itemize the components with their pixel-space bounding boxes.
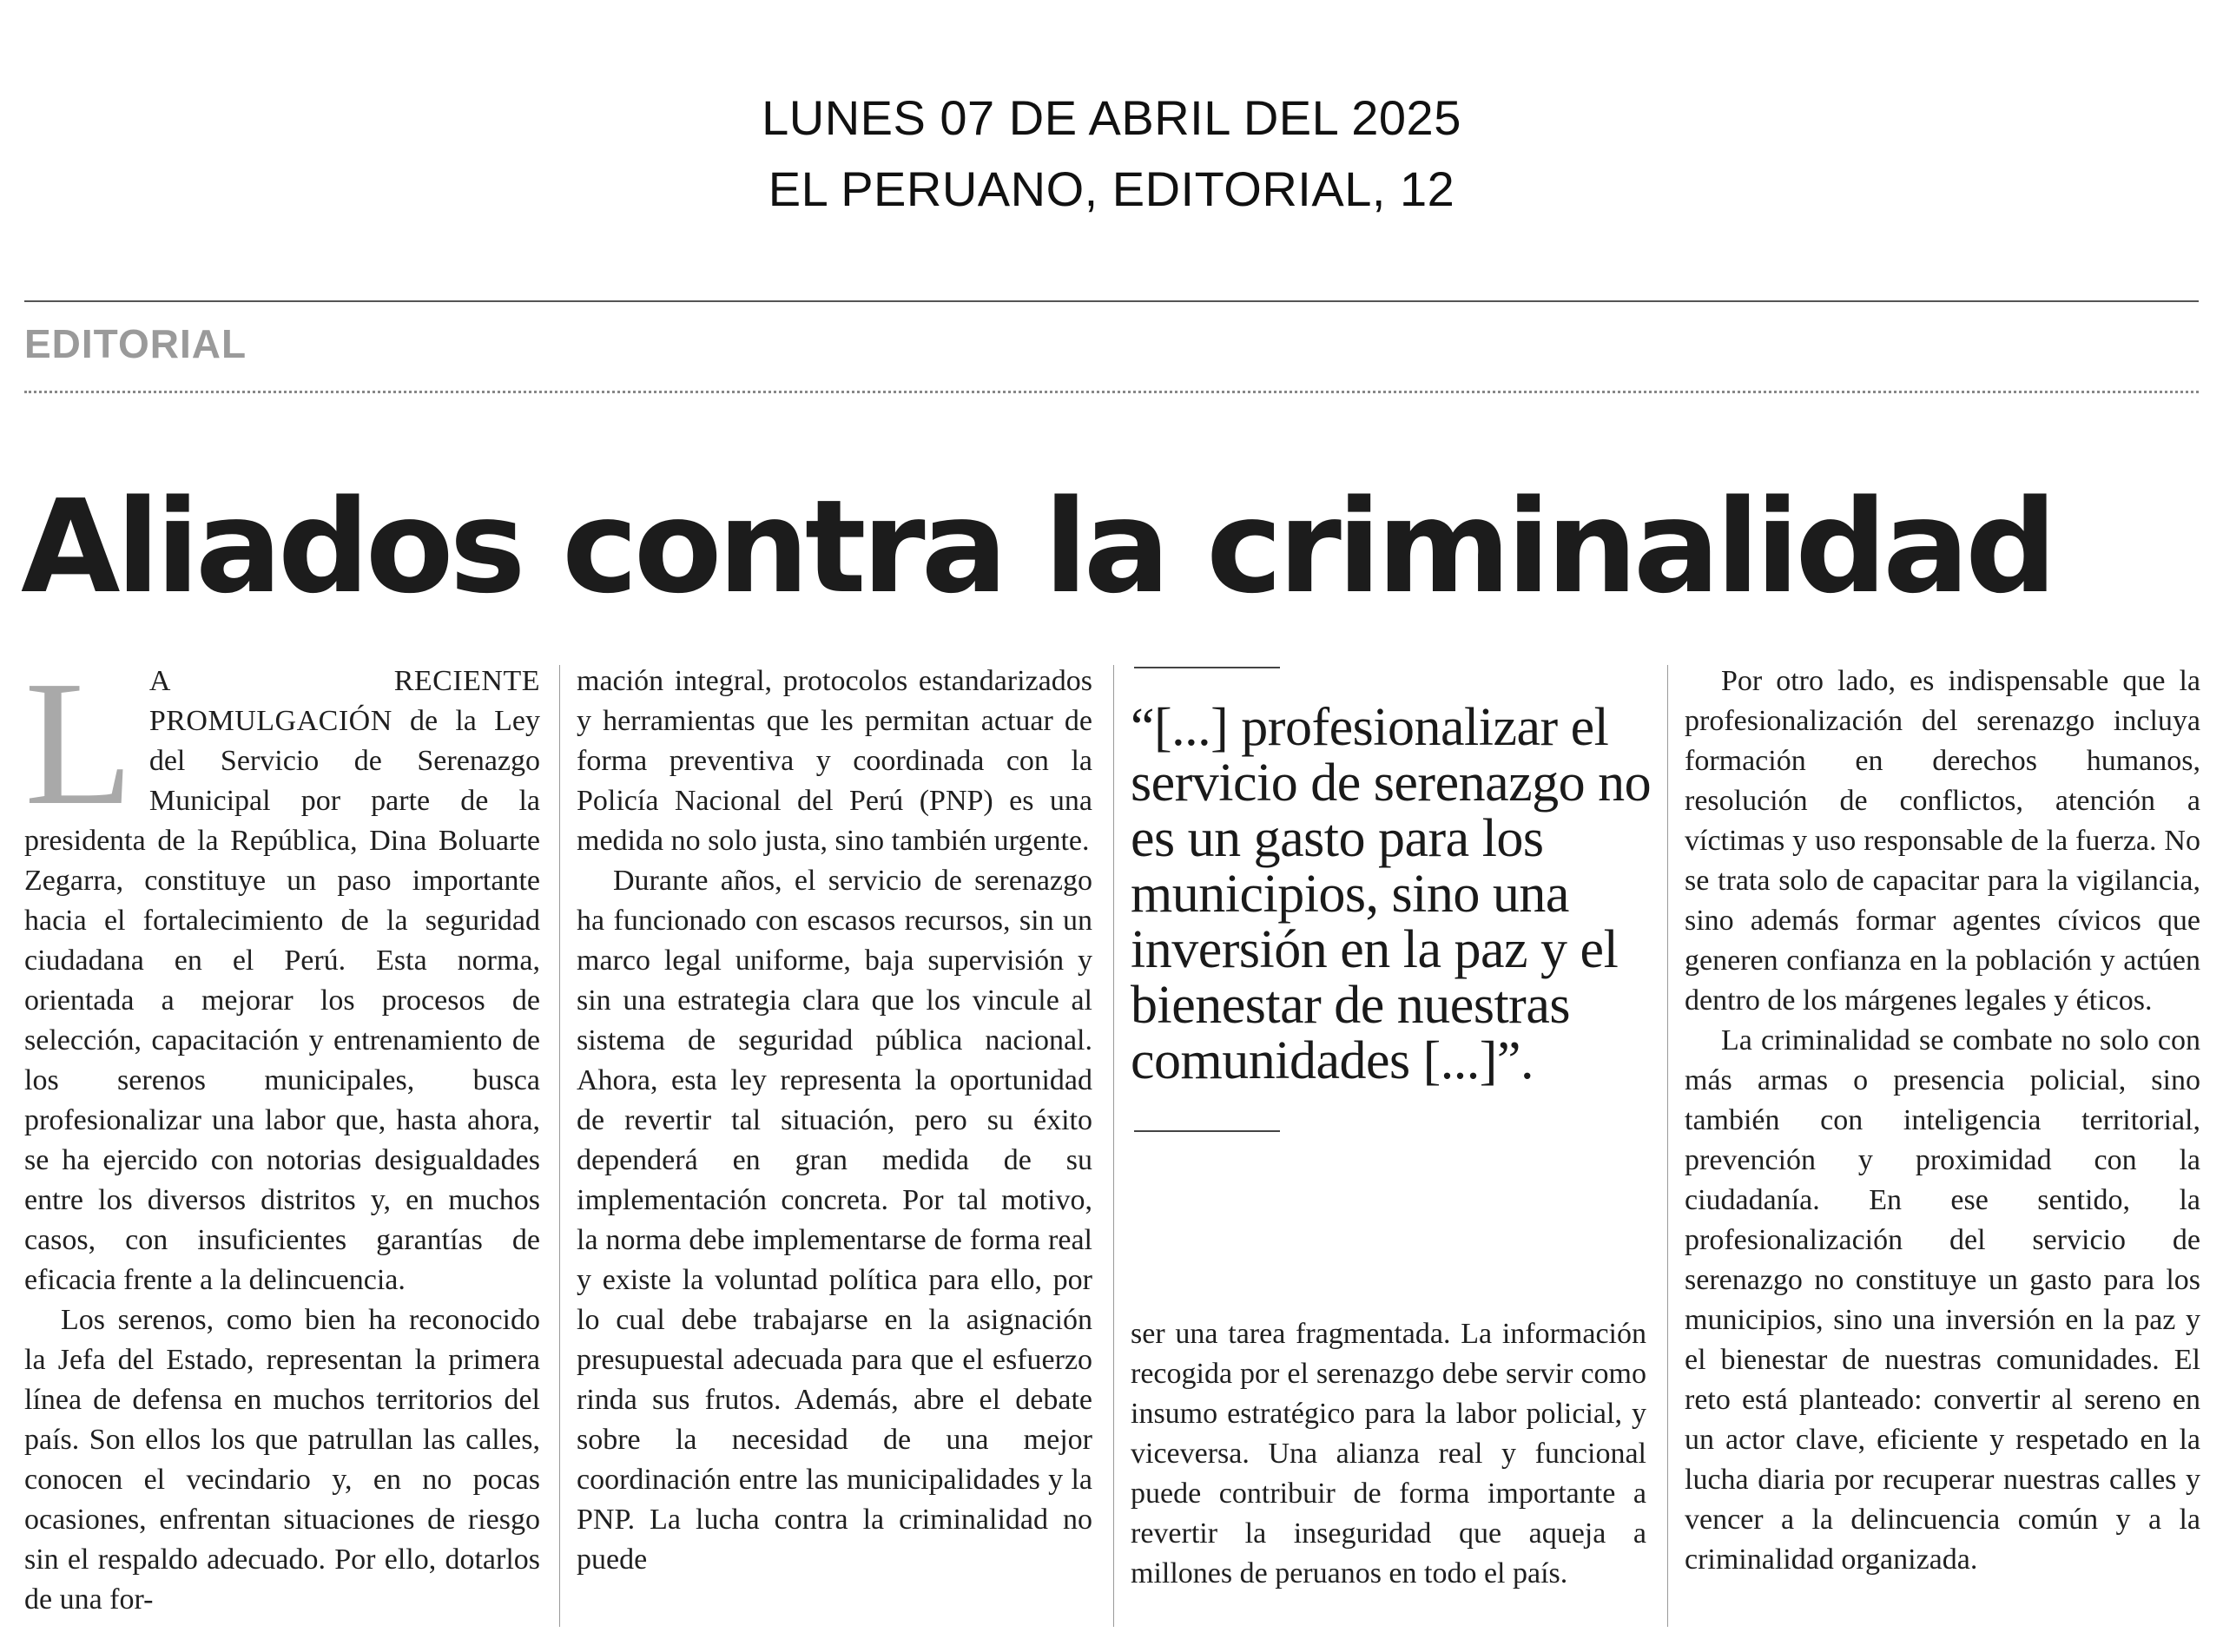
lead-caps: A RECIENTE PROMULGACIÓN — [148, 665, 540, 737]
column-divider — [1113, 665, 1114, 1627]
drop-cap: L — [24, 661, 134, 842]
dotted-rule — [24, 391, 2199, 393]
publication-date: LUNES 07 DE ABRIL DEL 2025 — [762, 90, 1461, 145]
article-paragraph: La criminalidad se combate no solo con más armas o presencia policial, sino también con inteligencia territorial, prevención y proximidad con la ciudadanía. En ese sentido, la profesionalización del servicio de serenazgo no constituye un gasto para los municipios, sino una inversión en la paz y el bienestar de nuestras comunidades. El reto está planteado: convertir al sereno en un actor clave, eficiente y respetado en la lucha diaria por recuperar nuestras calles y vencer a la delincuencia común y a la criminalidad organizada. — [1685, 1024, 2200, 1576]
article-paragraph: ser una tarea fragmentada. La información recogida por el serenazgo debe servir como insumo estratégico para la labor policial, y viceversa. Una alianza real y funcional puede contribuir de forma importante a revertir la inseguridad que aqueja a millones de peruanos en todo el país. — [1131, 1318, 1646, 1589]
paragraph-text: de la Ley del Servicio de Serenazgo Municipal por parte de la presidenta de la República, Dina Boluarte Zegarra, constituye un paso importante hacia el fortalecimiento de la seguridad ciudadana en el Perú. Esta norma, orientada a mejorar los procesos de selección, capacitación y entrenamiento de los serenos municipales, busca profesionalizar una labor que, hasta ahora, se ha ejercido con notorias desigualdades entre los diversos distritos y, en muchos casos, con insuficientes garantías de eficacia frente a la delincuencia. — [24, 705, 540, 1296]
publication-source: EL PERUANO, EDITORIAL, 12 — [768, 161, 1455, 216]
article-paragraph: Por otro lado, es indispensable que la profesionalización del serenazgo incluya formación en derechos humanos, resolución de conflictos, atención a víctimas y uso responsable de la fuerza. No se trata solo de capacitar para la vigilancia, sino además formar agentes cívicos que generen confianza en la población y actúen dentro de los márgenes legales y éticos. — [1685, 665, 2200, 1017]
pull-quote-rule-bottom — [1134, 1130, 1280, 1132]
column-divider — [559, 665, 560, 1627]
article-paragraph — [24, 661, 540, 1300]
article-paragraph: Durante años, el servicio de serenazgo ha funcionado con escasos recursos, sin un marco legal uniforme, baja supervisión y sin una estrategia clara que los vincule al sistema de seguridad pública nacional. Ahora, esta ley representa la oportunidad de revertir tal situación, pero su éxito dependerá en gran medida de su implementación concreta. Por tal motivo, la norma debe implementarse de forma real y existe la voluntad política para ello, por lo cual debe trabajarse en la asignación presupuestal adecuada para que el esfuerzo rinda sus frutos. Además, abre el debate sobre la necesidad de una mejor coordinación entre las municipalidades y la PNP. La lucha contra la criminalidad no puede — [577, 865, 1092, 1576]
article-column-2 — [577, 661, 1092, 1634]
article-paragraph: Los serenos, como bien ha reconocido la Jefa del Estado, representan la primera línea de defensa en muchos territorios del país. Son ellos los que patrullan las calles, conocen el vecindario y, en no pocas ocasiones, enfrentan situaciones de riesgo sin el respaldo adecuado. Por ello, dotarlos de una for- — [24, 1304, 540, 1616]
pull-quote: “[...] profesionalizar el servicio de serenazgo no es un gasto para los municipios, sino una inversión en la paz y el bienestar de nuestras comunidades [...]”. — [1131, 698, 1652, 1090]
article-column-3 — [1131, 1314, 1646, 1644]
article-column-1 — [24, 661, 540, 1634]
section-label: EDITORIAL — [24, 321, 247, 366]
masthead — [0, 82, 2223, 225]
pull-quote-rule-top — [1134, 667, 1280, 668]
column-divider — [1667, 665, 1668, 1627]
article-column-4 — [1685, 661, 2200, 1634]
article-paragraph: mación integral, protocolos estandarizados y herramientas que les permitan actuar de forma preventiva y coordinada con la Policía Nacional del Perú (PNP) es una medida no solo justa, sino también urgente. — [577, 665, 1092, 857]
headline: Aliados contra la criminalidad — [21, 472, 2053, 622]
top-rule — [24, 300, 2199, 302]
